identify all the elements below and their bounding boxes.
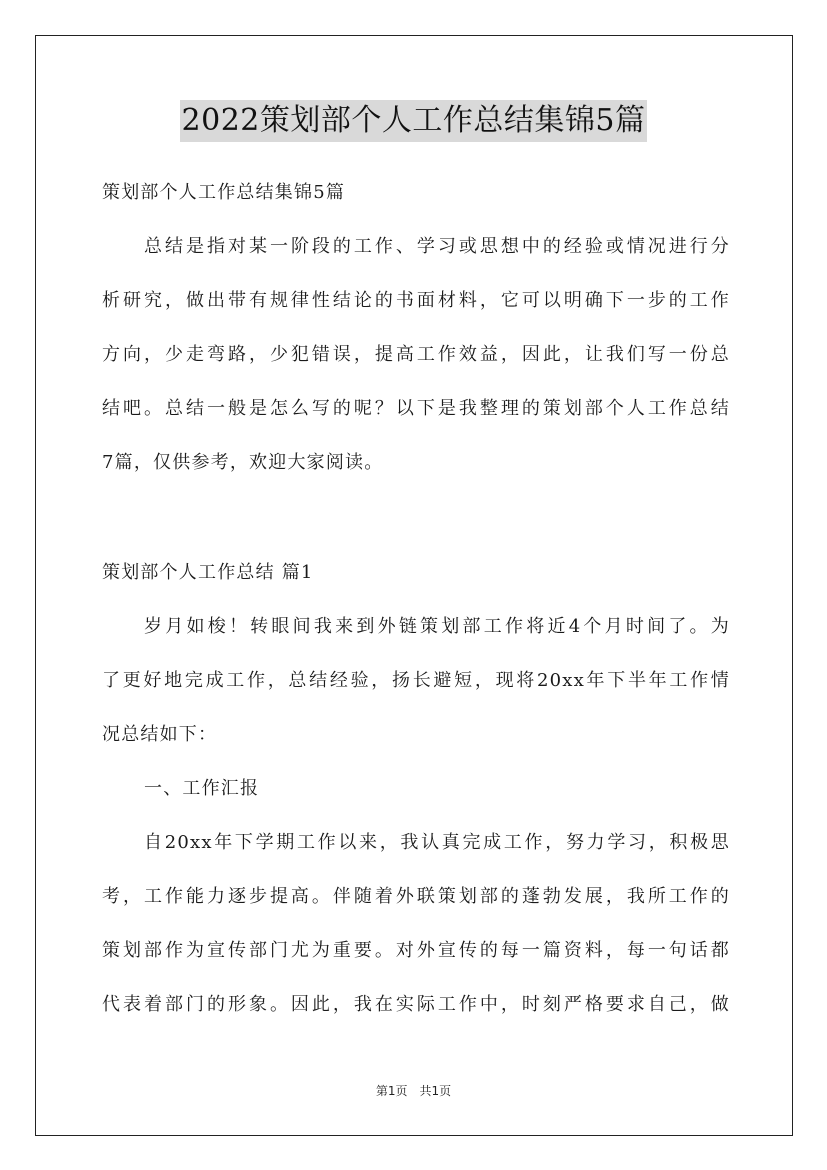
paragraph-line: 了更好地完成工作，总结经验，扬长避短，现将20xx年下半年工作情 [102, 670, 730, 691]
section-heading-block [102, 546, 730, 600]
paragraph-line: 况总结如下： [102, 724, 218, 745]
paragraph-line: 总结是指对某一阶段的工作、学习或思想中的经验或情况进行分 [144, 236, 730, 257]
page-total: 共1页 [419, 1084, 452, 1098]
paragraph-line: 代表着部门的形象。因此，我在实际工作中，时刻严格要求自己，做 [102, 994, 730, 1015]
sub-heading-block [102, 762, 730, 816]
paragraph-line: 策划部作为宣传部门尤为重要。对外宣传的每一篇资料，每一句话都 [102, 940, 730, 961]
paragraph-line: 析研究，做出带有规律性结论的书面材料，它可以明确下一步的工作 [102, 290, 730, 311]
page-number: 第1页 [375, 1084, 408, 1098]
document-subtitle: 策划部个人工作总结集锦5篇 [102, 182, 346, 203]
paragraph-1 [102, 600, 730, 762]
document-title: 2022策划部个人工作总结集锦5篇 [180, 100, 648, 142]
paragraph-line: 考，工作能力逐步提高。伴随着外联策划部的蓬勃发展，我所工作的 [102, 886, 730, 907]
paragraph-line: 岁月如梭！转眼间我来到外链策划部工作将近4个月时间了。为 [144, 616, 730, 637]
paragraph-line: 方向，少走弯路，少犯错误，提高工作效益，因此，让我们写一份总 [102, 344, 730, 365]
subtitle-block [102, 166, 730, 220]
paragraph-line: 自20xx年下学期工作以来，我认真完成工作，努力学习，积极思 [144, 832, 730, 853]
section-heading: 策划部个人工作总结 篇1 [102, 562, 314, 583]
paragraph-2 [102, 816, 730, 1032]
paragraph-line: 结吧。总结一般是怎么写的呢？以下是我整理的策划部个人工作总结 [102, 398, 730, 419]
intro-paragraph [102, 220, 730, 490]
sub-heading: 一、工作汇报 [144, 778, 260, 799]
paragraph-line: 7篇，仅供参考，欢迎大家阅读。 [102, 452, 384, 473]
page-footer [0, 1082, 827, 1099]
title-wrap [0, 100, 827, 142]
